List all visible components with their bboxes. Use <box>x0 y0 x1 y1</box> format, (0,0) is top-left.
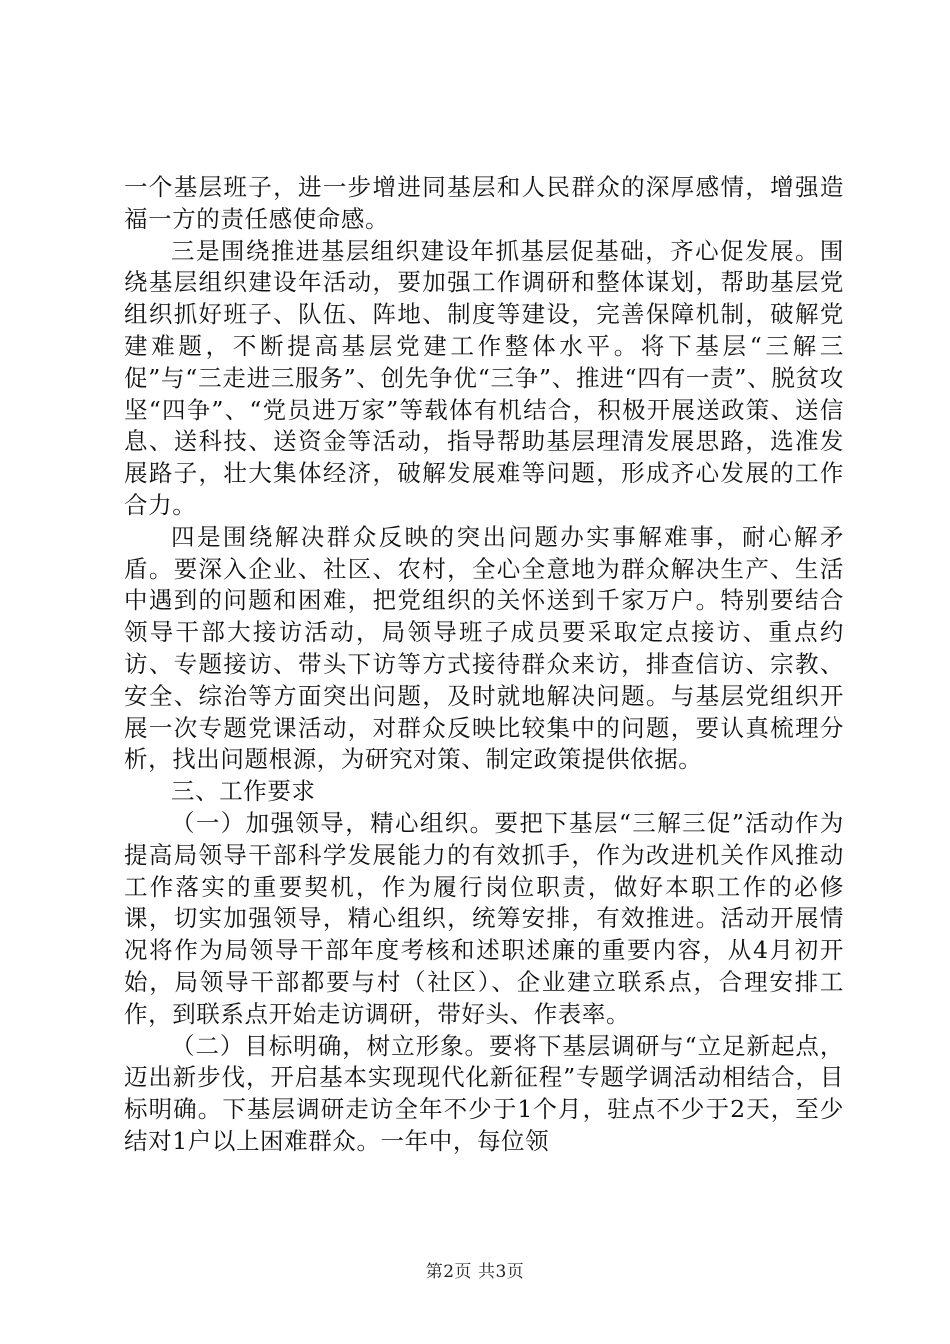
page-number-footer: 第2页 共3页 <box>425 1262 525 1282</box>
paragraph-point-four: 四是围绕解决群众反映的突出问题办实事解难事，耐心解矛盾。要深入企业、社区、农村，全心全意地为群众解决生产、生活中遇到的问题和困难，把党组织的关怀送到千家万户。特别要结合领导干部大接访活动，局领导班子成员要采取定点接访、重点约访、专题接访、带头下访等方式接待群众来访，排查信访、宗教、安全、综治等方面突出问题，及时就地解决问题。与基层党组织开展一次专题党课活动，对群众反映比较集中的问题，要认真梳理分析，找出问题根源，为研究对策、制定政策提供依据。 <box>124 522 844 774</box>
section-heading-work-requirements: 三、工作要求 <box>171 777 316 806</box>
document-body <box>124 172 844 1158</box>
paragraph-continuation: 一个基层班子，进一步增进同基层和人民群众的深厚感情，增强造福一方的责任感使命感。 <box>124 173 844 233</box>
paragraph-requirement-two: （二）目标明确，树立形象。要将下基层调研与“立足新起点，迈出新步伐，开启基本实现现代化新征程”专题学调活动相结合，目标明确。下基层调研走访全年不少于1个月，驻点不少于2天，至少结对1户以上困难群众。一年中，每位领 <box>124 1031 844 1155</box>
paragraph-requirement-one: （一）加强领导，精心组织。要把下基层“三解三促”活动作为提高局领导干部科学发展能力的有效抓手，作为改进机关作风推动工作落实的重要契机，作为履行岗位职责，做好本职工作的必修课，切实加强领导，精心组织，统筹安排，有效推进。活动开展情况将作为局领导干部年度考核和述职述廉的重要内容，从4月初开始，局领导干部都要与村（社区）、企业建立联系点，合理安排工作，到联系点开始走访调研，带好头、作表率。 <box>124 808 844 1028</box>
paragraph-point-three: 三是围绕推进基层组织建设年抓基层促基础，齐心促发展。围绕基层组织建设年活动，要加强工作调研和整体谋划，帮助基层党组织抓好班子、队伍、阵地、制度等建设，完善保障机制，破解党建难题，不断提高基层党建工作整体水平。将下基层“三解三促”与“三走进三服务”、创先争优“三争”、推进“四有一责”、脱贫攻坚“四争”、“党员进万家”等载体有机结合，积极开展送政策、送信息、送科技、送资金等活动，指导帮助基层理清发展思路，选准发展路子，壮大集体经济，破解发展难等问题，形成齐心发展的工作合力。 <box>124 236 844 519</box>
